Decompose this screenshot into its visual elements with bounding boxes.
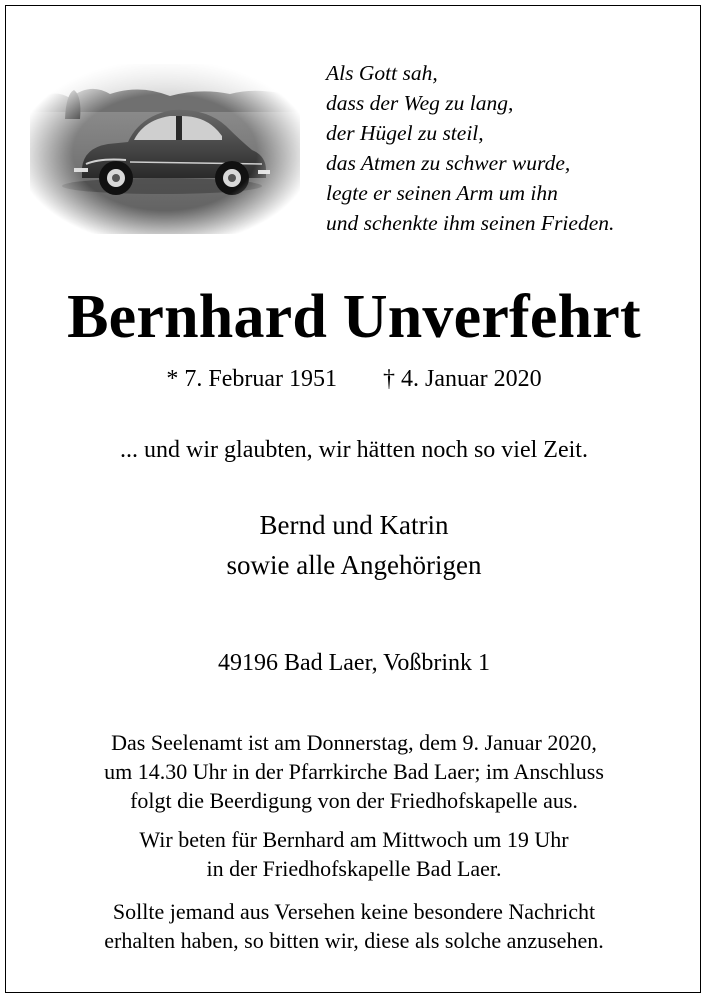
notice-line: um 14.30 Uhr in der Pfarrkirche Bad Laer; im Anschluss [104,759,604,784]
poem-line: und schenkte ihm seinen Frieden. [326,211,615,235]
life-dates [0,366,708,393]
family-address: 49196 Bad Laer, Voßbrink 1 [217,650,491,676]
notice-line: Das Seelenamt ist am Donnerstag, dem 9. Januar 2020, [111,730,597,755]
closing-note [0,897,708,955]
mourners [0,505,708,585]
poem-line: legte er seinen Arm um ihn [326,181,558,205]
poem [326,58,614,238]
notice-line: in der Friedhofskapelle Bad Laer. [206,856,502,881]
vintage-car-photo [30,64,300,234]
mourners-line: Bernd und Katrin [259,510,449,540]
prayer-notice [0,825,708,883]
memorial-quote: ... und wir glaubten, wir hätten noch so viel Zeit. [120,437,588,463]
notice-line: folgt die Beerdigung von der Friedhofskapelle aus. [130,788,578,813]
notice-line: erhalten haben, so bitten wir, diese als solche anzusehen. [104,928,604,953]
poem-line: dass der Weg zu lang, [326,91,514,115]
poem-line: Als Gott sah, [326,61,438,85]
notice-line: Wir beten für Bernhard am Mittwoch um 19 Uhr [139,827,569,852]
notice-line: Sollte jemand aus Versehen keine besondere Nachricht [112,899,596,924]
poem-line: das Atmen zu schwer wurde, [326,151,571,175]
mourners-line: sowie alle Angehörigen [226,550,482,580]
death-date: † 4. Januar 2020 [383,366,542,392]
birth-date: * 7. Februar 1951 [166,366,337,392]
poem-line: der Hügel zu steil, [326,121,484,145]
deceased-name: Bernhard Unverfehrt [67,283,641,351]
service-notice [0,728,708,815]
